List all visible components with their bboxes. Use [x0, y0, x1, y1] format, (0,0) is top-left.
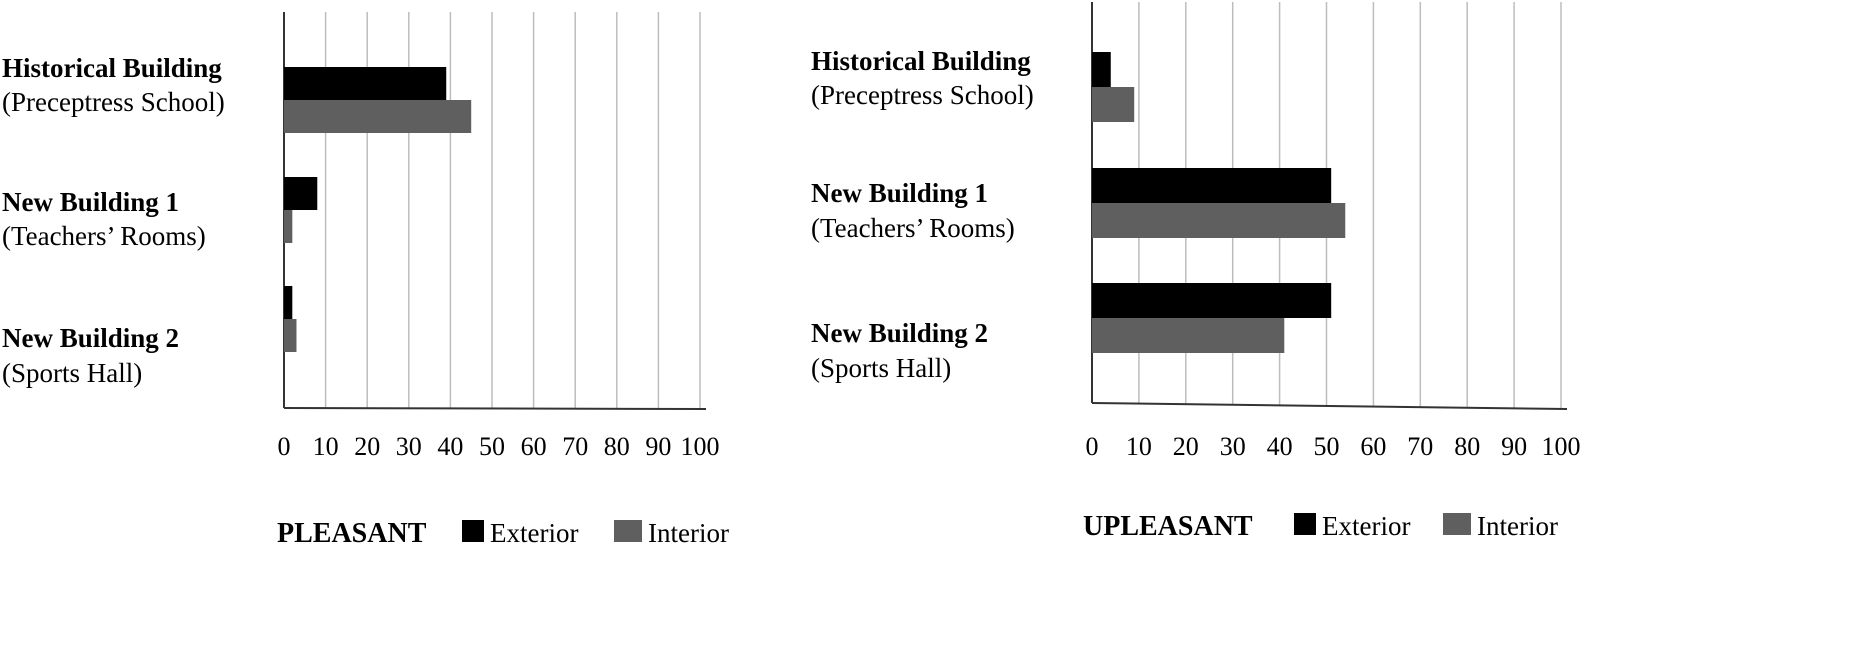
bar-exterior: [284, 177, 317, 210]
x-tick-label: 60: [520, 432, 547, 461]
legend-label-interior: Interior: [1477, 511, 1558, 541]
x-tick-label: 80: [1454, 432, 1481, 461]
legend-title: UPLEASANT: [1083, 511, 1253, 542]
bar-exterior: [1092, 168, 1331, 203]
bar-exterior: [284, 67, 446, 100]
x-tick-label: 20: [1172, 432, 1199, 461]
x-tick-label: 30: [1219, 432, 1246, 461]
x-tick-label: 100: [680, 432, 720, 461]
x-tick-label: 40: [1266, 432, 1293, 461]
bar-interior: [1092, 318, 1284, 353]
x-tick-label: 90: [645, 432, 672, 461]
legend-swatch-interior: [1443, 513, 1471, 535]
category-sublabel: (Sports Hall): [2, 358, 143, 388]
legend-title: PLEASANT: [277, 518, 427, 549]
category-label: New Building 2: [2, 323, 180, 353]
x-tick-label: 20: [354, 432, 381, 461]
x-tick-label: 80: [603, 432, 630, 461]
legend-label-exterior: Exterior: [490, 518, 579, 548]
bar-exterior: [1092, 52, 1111, 87]
category-sublabel: (Preceptress School): [811, 80, 1034, 110]
x-tick-label: 10: [1125, 432, 1152, 461]
bar-exterior: [284, 286, 292, 319]
x-axis-line: [1092, 403, 1567, 409]
category-sublabel: (Sports Hall): [811, 353, 952, 383]
category-sublabel: (Teachers’ Rooms): [2, 221, 206, 251]
legend-label-exterior: Exterior: [1322, 511, 1411, 541]
bar-interior: [1092, 87, 1134, 122]
legend-label-interior: Interior: [648, 518, 729, 548]
legend-swatch-exterior: [1294, 513, 1316, 535]
bar-interior: [284, 100, 471, 133]
x-tick-label: 100: [1541, 432, 1581, 461]
category-label: Historical Building: [811, 46, 1031, 76]
category-label: Historical Building: [2, 53, 222, 83]
x-tick-label: 70: [562, 432, 589, 461]
category-label: New Building 1: [811, 178, 989, 208]
category-sublabel: (Preceptress School): [2, 87, 225, 117]
category-sublabel: (Teachers’ Rooms): [811, 213, 1015, 243]
x-tick-label: 10: [312, 432, 339, 461]
x-tick-label: 30: [395, 432, 422, 461]
bar-interior: [284, 210, 292, 243]
category-label: New Building 1: [2, 187, 180, 217]
x-tick-label: 90: [1501, 432, 1528, 461]
x-axis-line: [284, 408, 706, 409]
x-tick-label: 0: [1085, 432, 1099, 461]
x-tick-label: 60: [1360, 432, 1387, 461]
category-label: New Building 2: [811, 318, 989, 348]
legend-swatch-exterior: [462, 520, 484, 542]
legend-swatch-interior: [614, 520, 642, 542]
x-tick-label: 50: [479, 432, 505, 461]
bar-interior: [1092, 203, 1345, 238]
x-tick-label: 0: [277, 432, 291, 461]
x-tick-label: 50: [1313, 432, 1340, 461]
bar-interior: [284, 319, 296, 352]
x-tick-label: 40: [437, 432, 464, 461]
bar-exterior: [1092, 283, 1331, 318]
x-tick-label: 70: [1407, 432, 1434, 461]
